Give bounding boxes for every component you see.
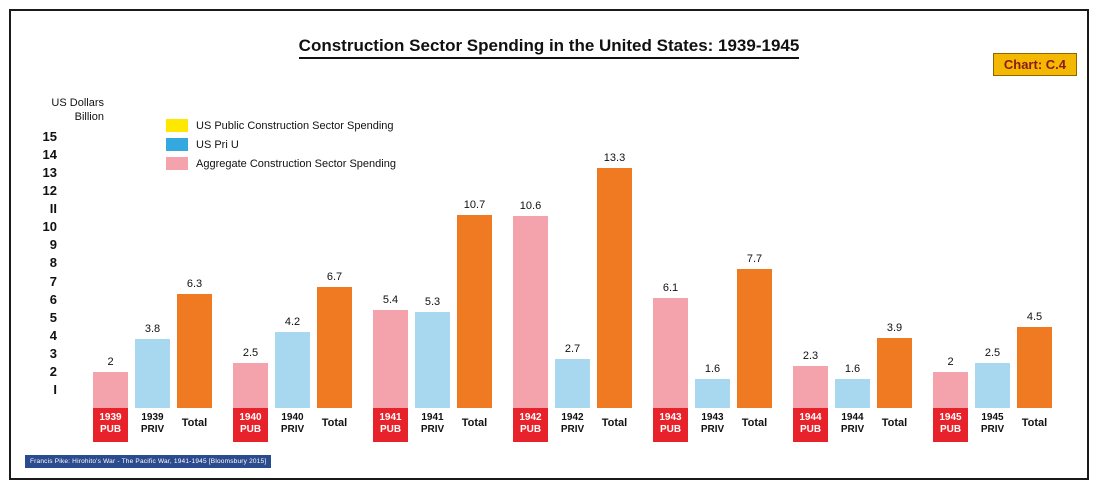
legend-label-aggregate: Aggregate Construction Sector Spending xyxy=(196,157,396,170)
x-axis-tick-1939-total: Total xyxy=(169,408,220,442)
bar-1939-priv xyxy=(135,339,170,408)
bar-value-label: 4.5 xyxy=(1026,310,1043,323)
x-axis-tick-1945-pub xyxy=(933,408,968,442)
x-tick-line1: 1945 xyxy=(939,412,962,423)
bar-value-label: 6.1 xyxy=(662,281,679,294)
bar-1945-pub xyxy=(933,372,968,408)
y-axis-tick: II xyxy=(49,201,57,217)
y-axis-tick: I xyxy=(53,381,57,397)
x-tick-line1: 1943 xyxy=(659,412,682,423)
bar-1944-priv xyxy=(835,379,870,408)
bar-value-label: 2.7 xyxy=(564,343,581,356)
bar-value-label: 3.9 xyxy=(886,321,903,334)
bar-value-label: 10.6 xyxy=(519,200,542,213)
y-axis-unit-line2: Billion xyxy=(74,111,104,123)
chart-number-badge: Chart: C.4 xyxy=(993,53,1077,76)
bar-value-label: 6.3 xyxy=(186,278,203,291)
x-axis-tick-1943-total: Total xyxy=(729,408,780,442)
y-axis-tick: 12 xyxy=(42,183,57,199)
x-tick-line2: PUB xyxy=(939,424,962,435)
legend-label-public: US Public Construction Sector Spending xyxy=(196,119,394,132)
x-tick-line2: PRIV xyxy=(280,424,305,435)
x-axis-tick-1944-priv xyxy=(835,408,870,442)
x-axis-tick-1943-pub xyxy=(653,408,688,442)
x-tick-line1: 1945 xyxy=(981,412,1004,423)
bar-value-label: 2 xyxy=(947,355,954,368)
x-tick-line1: 1940 xyxy=(281,412,304,423)
y-axis-tick: 7 xyxy=(49,273,57,289)
x-tick-line2: PUB xyxy=(379,424,402,435)
x-axis-tick-1942-priv xyxy=(555,408,590,442)
x-axis-tick-1945-total: Total xyxy=(1009,408,1060,442)
chart-frame xyxy=(9,9,1089,480)
y-axis-tick: 9 xyxy=(49,237,57,253)
y-axis-tick: 13 xyxy=(42,165,57,181)
y-axis-tick: 15 xyxy=(42,129,57,144)
bar-1940-priv xyxy=(275,332,310,408)
x-tick-line1: 1943 xyxy=(701,412,724,423)
x-axis-tick-1942-total: Total xyxy=(589,408,640,442)
y-axis-tick: 5 xyxy=(49,309,57,325)
x-tick-line2: PUB xyxy=(239,424,262,435)
bar-value-label: 1.6 xyxy=(704,363,721,376)
x-axis-tick-1939-pub xyxy=(93,408,128,442)
bar-1945-total xyxy=(1017,327,1052,408)
y-axis-tick: 10 xyxy=(42,219,57,235)
x-axis-tick-1940-pub xyxy=(233,408,268,442)
bar-1941-priv xyxy=(415,312,450,408)
bar-1945-priv xyxy=(975,363,1010,408)
bar-1941-total xyxy=(457,215,492,408)
x-tick-line2: PUB xyxy=(519,424,542,435)
x-tick-line1: 1940 xyxy=(239,412,262,423)
x-tick-line2: PRIV xyxy=(420,424,445,435)
x-tick-line1: 1942 xyxy=(561,412,584,423)
x-tick-line1: 1944 xyxy=(841,412,864,423)
x-tick-line2: PRIV xyxy=(700,424,725,435)
bar-1940-total xyxy=(317,287,352,408)
bar-value-label: 5.4 xyxy=(382,294,399,307)
bar-1942-priv xyxy=(555,359,590,408)
bar-1942-pub xyxy=(513,216,548,408)
bar-value-label: 2 xyxy=(107,355,114,368)
bar-value-label: 1.6 xyxy=(844,363,861,376)
y-axis-tick: 2 xyxy=(49,363,57,379)
x-tick-line2: PUB xyxy=(799,424,822,435)
source-citation: Francis Pike: Hirohito's War - The Pacific War, 1941-1945 [Bloomsbury 2015] xyxy=(25,455,271,468)
x-axis-tick-1941-pub xyxy=(373,408,408,442)
y-axis-tick: 8 xyxy=(49,255,57,271)
bar-value-label: 6.7 xyxy=(326,270,343,283)
bar-value-label: 4.2 xyxy=(284,316,301,329)
bar-value-label: 7.7 xyxy=(746,252,763,265)
x-tick-line1: 1941 xyxy=(421,412,444,423)
x-tick-line2: PUB xyxy=(659,424,682,435)
bar-value-label: 2.5 xyxy=(984,346,1001,359)
x-tick-line1: 1942 xyxy=(519,412,542,423)
bar-value-label: 5.3 xyxy=(424,296,441,309)
bar-1943-pub xyxy=(653,298,688,408)
x-tick-line1: 1944 xyxy=(799,412,822,423)
bar-1939-total xyxy=(177,294,212,408)
bar-1943-priv xyxy=(695,379,730,408)
x-axis-tick-1941-priv xyxy=(415,408,450,442)
x-axis-tick-1943-priv xyxy=(695,408,730,442)
x-axis-tick-1940-total: Total xyxy=(309,408,360,442)
bar-value-label: 10.7 xyxy=(463,198,486,211)
x-axis-tick-1945-priv xyxy=(975,408,1010,442)
x-axis-tick-1939-priv xyxy=(135,408,170,442)
x-tick-line2: PUB xyxy=(99,424,122,435)
y-axis-tick: 6 xyxy=(49,291,57,307)
y-axis-tick: 4 xyxy=(49,327,57,343)
bar-1939-pub xyxy=(93,372,128,408)
bar-1942-total xyxy=(597,168,632,408)
bar-value-label: 3.8 xyxy=(144,323,161,336)
x-tick-line2: PRIV xyxy=(560,424,585,435)
chart-title-text: Construction Sector Spending in the United States: 1939-1945 xyxy=(299,36,800,59)
x-axis-tick-1944-total: Total xyxy=(869,408,920,442)
bar-1944-pub xyxy=(793,366,828,408)
bar-value-label: 2.3 xyxy=(802,350,819,363)
x-tick-line1: 1939 xyxy=(99,412,122,423)
bar-1940-pub xyxy=(233,363,268,408)
x-tick-line2: PRIV xyxy=(980,424,1005,435)
x-tick-line1: 1939 xyxy=(141,412,164,423)
legend-label-private: US Pri U xyxy=(196,138,239,151)
x-tick-line2: PRIV xyxy=(140,424,165,435)
bar-value-label: 2.5 xyxy=(242,346,259,359)
x-tick-line1: 1941 xyxy=(379,412,402,423)
bar-1941-pub xyxy=(373,310,408,408)
x-axis-tick-1942-pub xyxy=(513,408,548,442)
bar-value-label: 13.3 xyxy=(603,151,626,164)
x-axis-tick-1944-pub xyxy=(793,408,828,442)
x-axis-tick-1941-total: Total xyxy=(449,408,500,442)
plot-area xyxy=(11,11,1091,482)
bar-1943-total xyxy=(737,269,772,408)
y-axis-tick: 3 xyxy=(49,345,57,361)
y-axis-unit-line1: US Dollars xyxy=(51,97,104,109)
y-axis-tick: 14 xyxy=(42,147,57,163)
x-tick-line2: PRIV xyxy=(840,424,865,435)
bar-1944-total xyxy=(877,338,912,408)
x-axis-tick-1940-priv xyxy=(275,408,310,442)
